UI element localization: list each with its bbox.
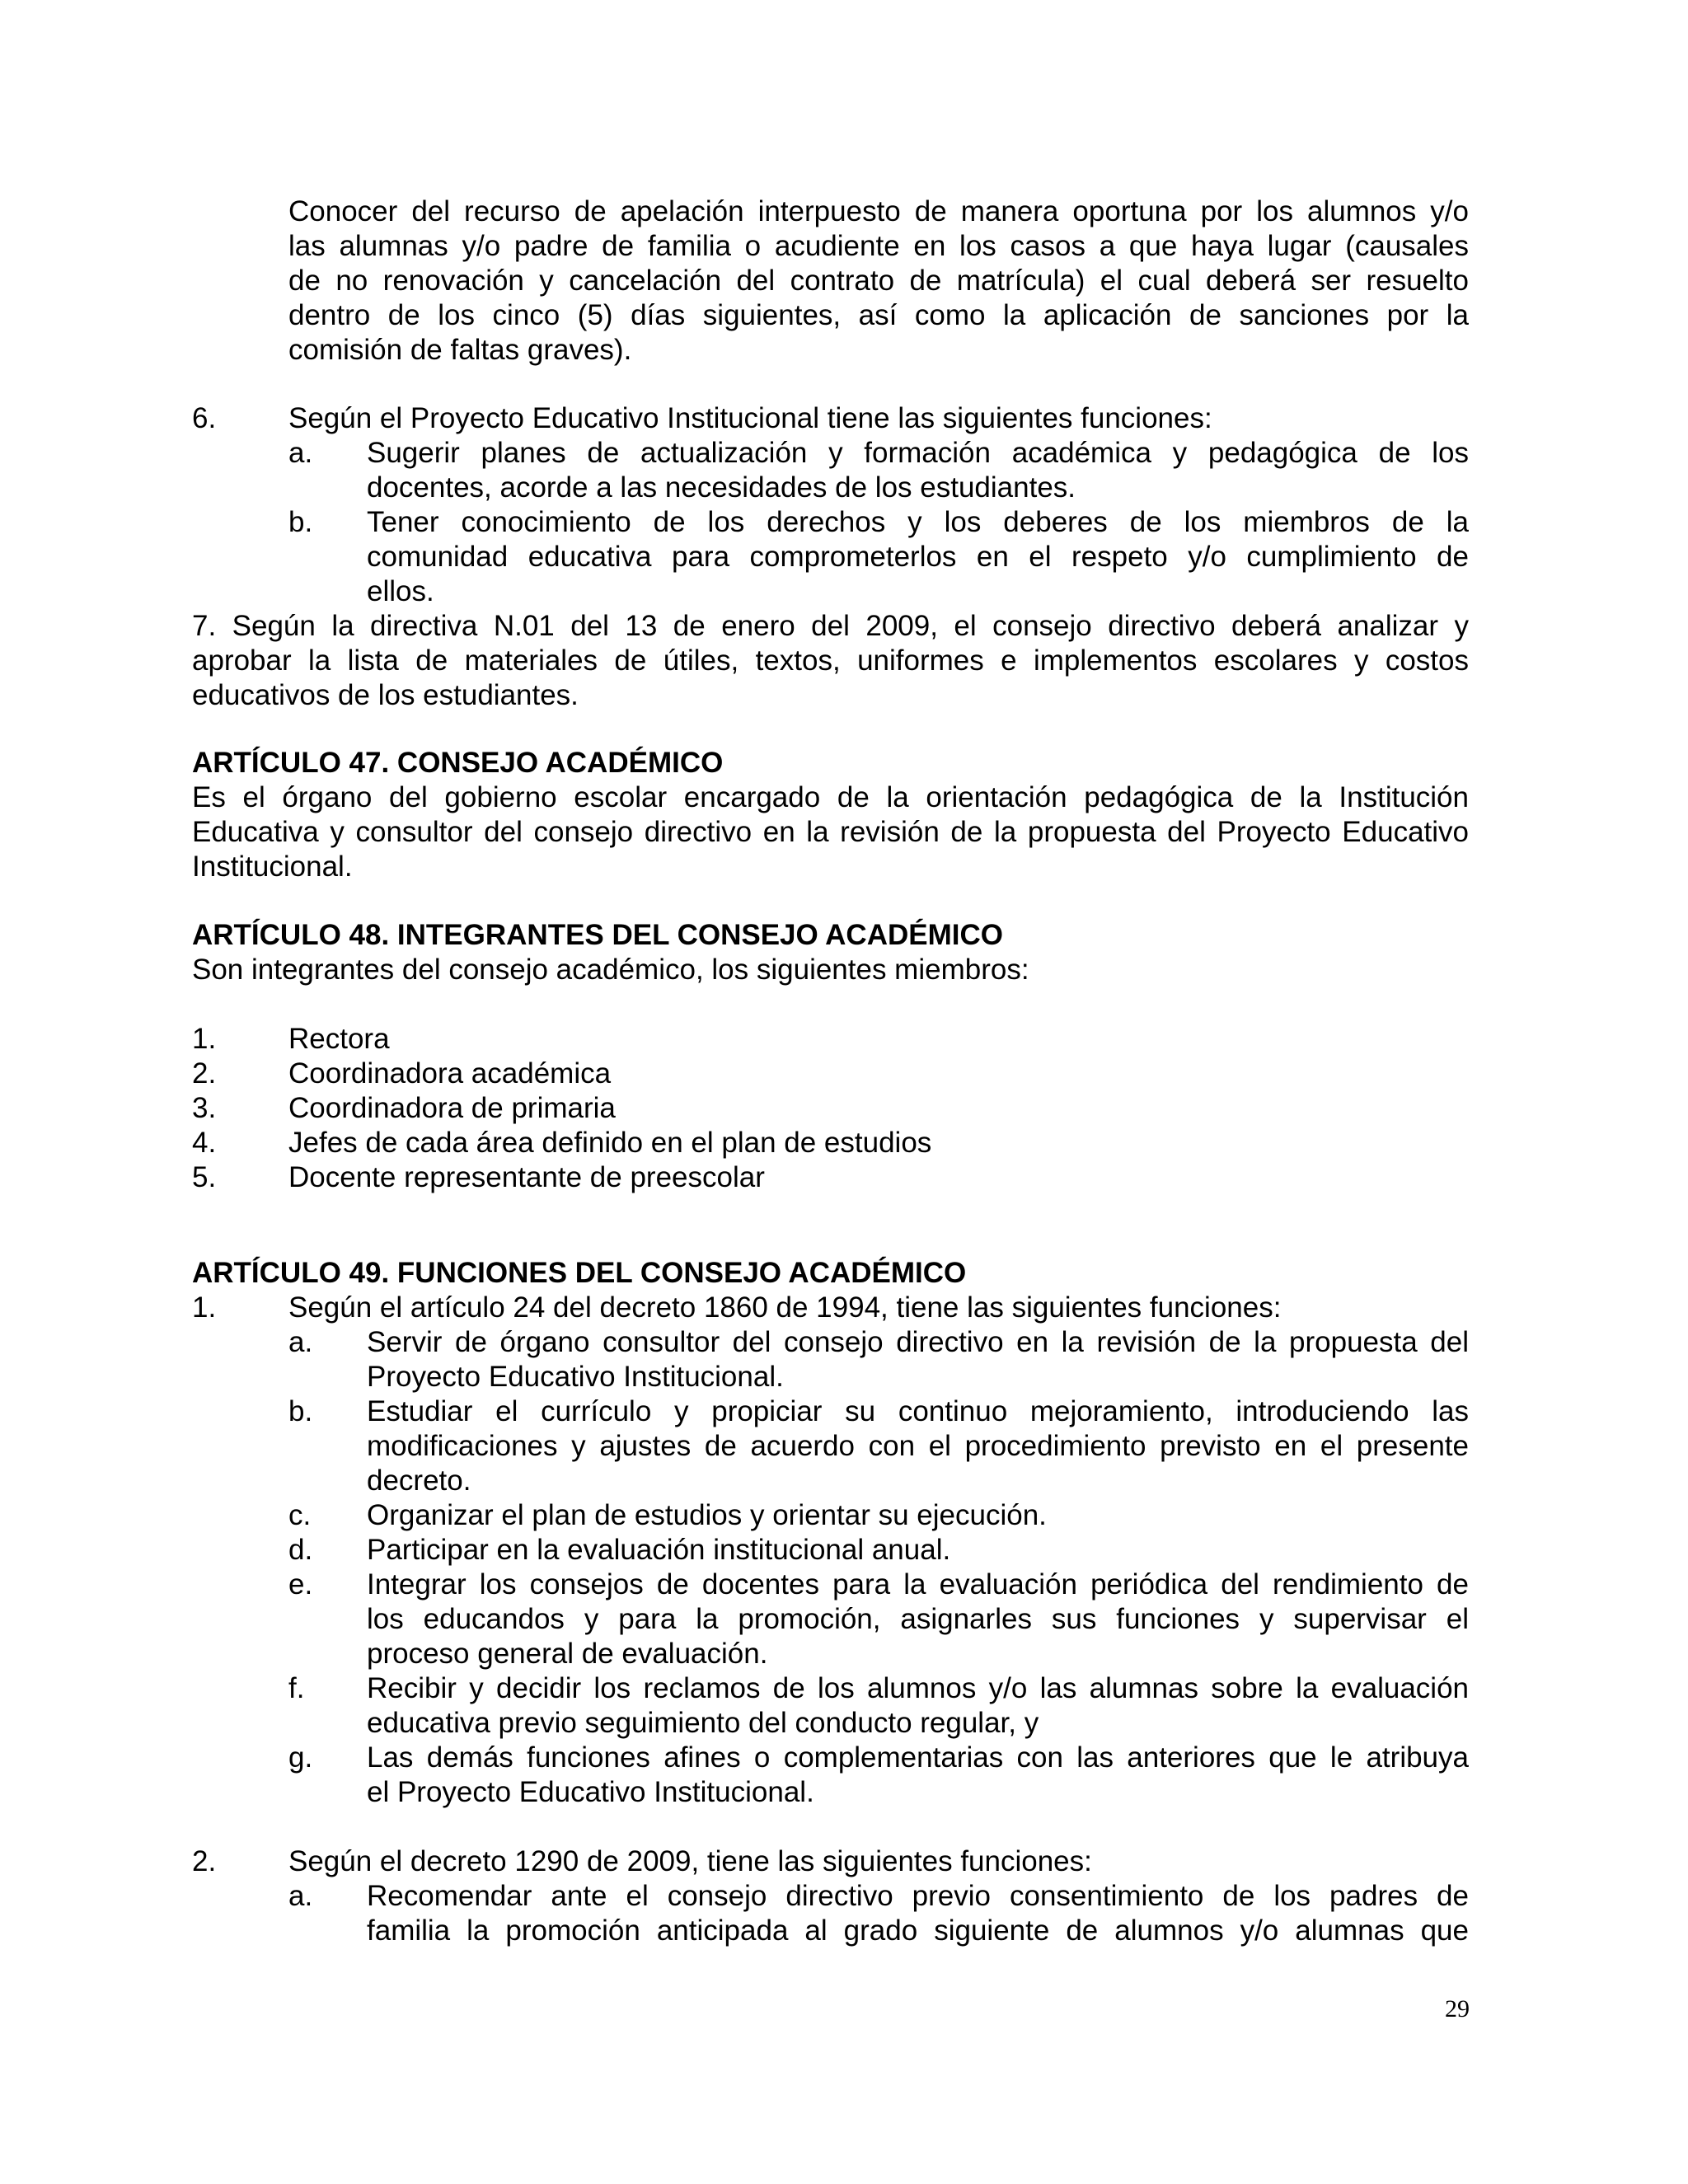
sub-letter: e. (288, 1568, 313, 1601)
intro-line: comisión de faltas graves). (288, 334, 632, 366)
sub-line: Servir de órgano consultor del consejo directivo en la revisión de la propuesta del (367, 1326, 1469, 1358)
sub-line: Recomendar ante el consejo directivo previo consentimiento de los padres de (367, 1880, 1469, 1912)
sub-line: Sugerir planes de actualización y formación académica y pedagógica de los (367, 437, 1469, 469)
article-line: Institucional. (192, 851, 353, 883)
member-number: 2. (192, 1057, 217, 1090)
article-heading: ARTÍCULO 48. INTEGRANTES DEL CONSEJO ACADÉMICO (192, 919, 1003, 951)
sub-line: proceso general de evaluación. (367, 1638, 768, 1670)
sub-letter: a. (288, 1880, 313, 1912)
item7-line: 7. Según la directiva N.01 del 13 de enero del 2009, el consejo directivo deberá analizar y (192, 610, 1469, 642)
member-number: 1. (192, 1023, 217, 1055)
sub-line: Proyecto Educativo Institucional. (367, 1361, 784, 1393)
item7-line: aprobar la lista de materiales de útiles, textos, uniformes e implementos escolares y costos (192, 644, 1469, 677)
sub-line: Estudiar el currículo y propiciar su continuo mejoramiento, introduciendo las (367, 1395, 1469, 1427)
member-item: Coordinadora de primaria (288, 1092, 616, 1124)
member-item: Coordinadora académica (288, 1057, 612, 1090)
sub-line: modificaciones y ajustes de acuerdo con el procedimiento previsto en el presente (367, 1430, 1469, 1462)
member-item: Docente representante de preescolar (288, 1161, 765, 1193)
sub-line: Integrar los consejos de docentes para la evaluación periódica del rendimiento de (367, 1568, 1469, 1601)
sub-letter: b. (288, 1395, 313, 1427)
page-number: 29 (1445, 1995, 1470, 2022)
sub-line: decreto. (367, 1465, 471, 1497)
sub-letter: f. (288, 1672, 305, 1704)
sub-line: docentes, acorde a las necesidades de los estudiantes. (367, 471, 1076, 504)
article-line: Es el órgano del gobierno escolar encargado de la orientación pedagógica de la Institución (192, 781, 1469, 813)
sub-line: Organizar el plan de estudios y orientar su ejecución. (367, 1499, 1047, 1531)
sub-line: Participar en la evaluación institucional anual. (367, 1534, 951, 1566)
member-item: Rectora (288, 1023, 390, 1055)
sub-line: Las demás funciones afines o complementarias con las anteriores que le atribuya (367, 1741, 1469, 1774)
sub-line: educativa previo seguimiento del conducto regular, y (367, 1707, 1039, 1739)
article-heading: ARTÍCULO 49. FUNCIONES DEL CONSEJO ACADÉMICO (192, 1257, 967, 1289)
intro-line: Conocer del recurso de apelación interpuesto de manera oportuna por los alumnos y/o (288, 195, 1469, 227)
member-number: 4. (192, 1127, 217, 1159)
item-number: 1. (192, 1291, 217, 1324)
sub-line: los educandos y para la promoción, asignarles sus funciones y supervisar el (367, 1603, 1469, 1635)
intro-line: las alumnas y/o padre de familia o acudiente en los casos a que haya lugar (causales (288, 230, 1469, 262)
member-number: 5. (192, 1161, 217, 1193)
item-text: Según el decreto 1290 de 2009, tiene las siguientes funciones: (288, 1845, 1092, 1877)
intro-line: de no renovación y cancelación del contrato de matrícula) el cual deberá ser resuelto (288, 265, 1469, 297)
sub-letter: a. (288, 437, 313, 469)
sub-line: familia la promoción anticipada al grado siguiente de alumnos y/o alumnas que (367, 1915, 1469, 1947)
member-item: Jefes de cada área definido en el plan de estudios (288, 1127, 932, 1159)
article-intro: Son integrantes del consejo académico, los siguientes miembros: (192, 954, 1029, 986)
sub-letter: b. (288, 506, 313, 538)
sub-letter: a. (288, 1326, 313, 1358)
sub-line: el Proyecto Educativo Institucional. (367, 1776, 814, 1808)
item-text: Según el artículo 24 del decreto 1860 de 1994, tiene las siguientes funciones: (288, 1291, 1282, 1324)
item7-line: educativos de los estudiantes. (192, 679, 579, 711)
item-text: Según el Proyecto Educativo Institucional tiene las siguientes funciones: (288, 402, 1212, 434)
intro-line: dentro de los cinco (5) días siguientes, así como la aplicación de sanciones por la (288, 299, 1469, 331)
sub-line: Tener conocimiento de los derechos y los deberes de los miembros de la (367, 506, 1469, 538)
item-number: 6. (192, 402, 217, 434)
article-line: Educativa y consultor del consejo directivo en la revisión de la propuesta del Proyecto Educativo (192, 816, 1469, 848)
article-heading: ARTÍCULO 47. CONSEJO ACADÉMICO (192, 747, 724, 779)
sub-line: Recibir y decidir los reclamos de los alumnos y/o las alumnas sobre la evaluación (367, 1672, 1469, 1704)
sub-letter: c. (288, 1499, 312, 1531)
sub-letter: g. (288, 1741, 313, 1774)
sub-letter: d. (288, 1534, 313, 1566)
item-number: 2. (192, 1845, 217, 1877)
sub-line: ellos. (367, 575, 434, 607)
sub-line: comunidad educativa para comprometerlos en el respeto y/o cumplimiento de (367, 541, 1469, 573)
member-number: 3. (192, 1092, 217, 1124)
